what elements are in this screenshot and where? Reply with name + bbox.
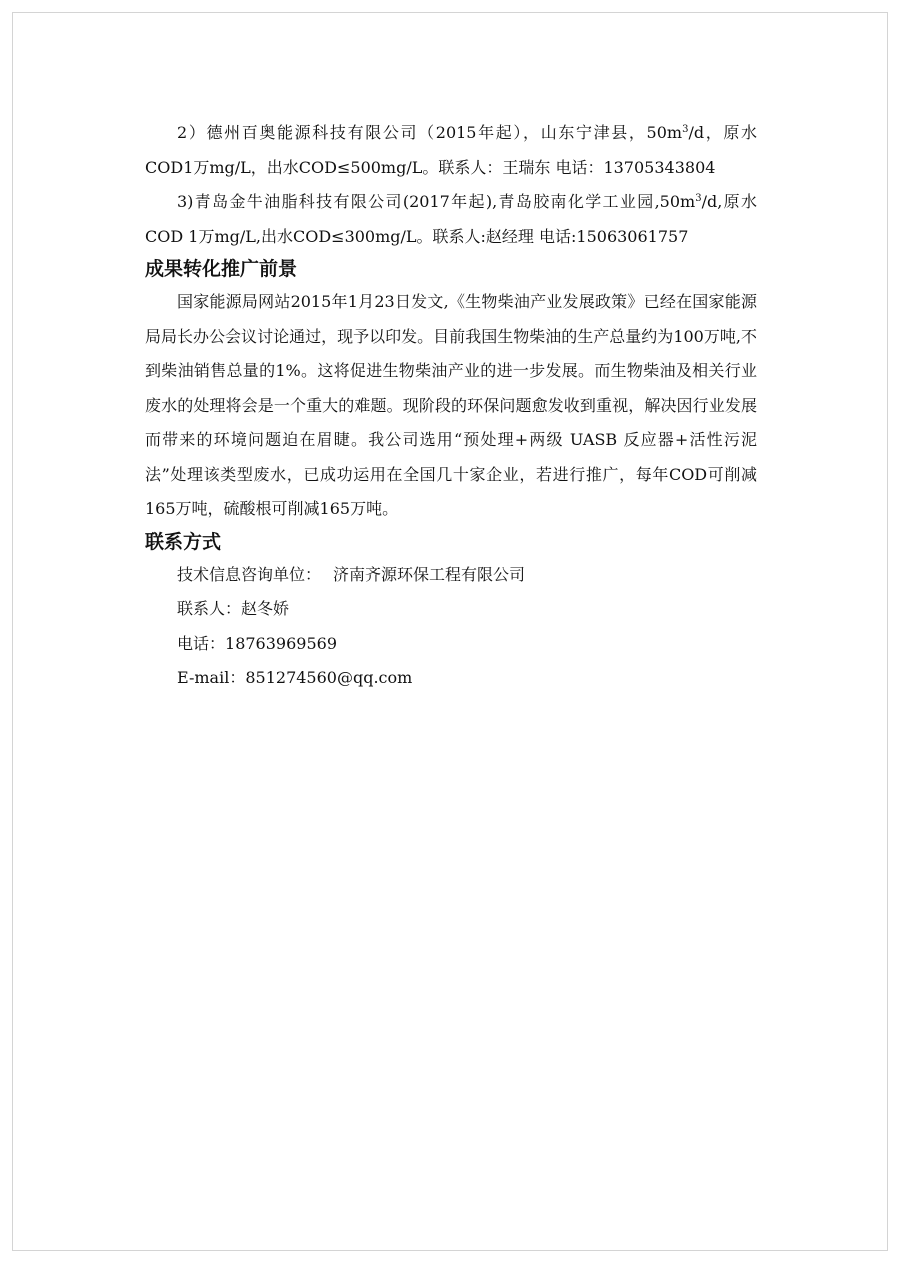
case-3-unit-superscript: 3 (695, 193, 702, 204)
contact-phone-label: 电话： (177, 633, 226, 653)
contact-unit-value: 济南齐源环保工程有限公司 (333, 564, 526, 584)
case-paragraph-2 (145, 116, 757, 185)
prospects-paragraph: 国家能源局网站2015年1月23日发文,《生物柴油产业发展政策》已经在国家能源局局长办公会议讨论通过，现予以印发。目前我国生物柴油的生产总量约为100万吨,不到柴油销售总量的1%。这将促进生物柴油产业的进一步发展。而生物柴油及相关行业废水的处理将会是一个重大的难题。现阶段的环保问题愈发收到重视，解决因行业发展而带来的环境问题迫在眉睫。我公司选用“预处理+两级 UASB 反应器+活性污泥法”处理该类型废水，已成功运用在全国几十家企业，若进行推广，每年COD可削减165万吨，硫酸根可削减165万吨。 (145, 292, 757, 518)
contact-email-label: E-mail： (177, 668, 246, 687)
contact-person-label: 联系人： (177, 599, 242, 618)
contact-email-value[interactable]: 851274560@qq.com (245, 668, 413, 687)
contact-heading: 联系方式 (145, 530, 222, 553)
contact-unit-label: 技术信息咨询单位： (177, 564, 322, 584)
contact-phone-value: 18763969569 (225, 633, 337, 653)
prospects-heading: 成果转化推广前景 (145, 258, 298, 280)
contact-person-value: 赵冬娇 (241, 599, 290, 618)
contact-person-line (145, 592, 757, 627)
case-3-text-rest: /d,原水COD 1万mg/L,出水COD≤300mg/L。联系人:赵经理 电话:15063061757 (145, 192, 757, 246)
document-body (145, 116, 757, 696)
case-paragraph-3 (145, 185, 757, 254)
contact-unit-line (145, 558, 757, 593)
contact-phone-line (145, 627, 757, 662)
case-3-text: 3)青岛金牛油脂科技有限公司(2017年起),青岛胶南化学工业园,50m (177, 192, 696, 211)
contact-email-line (145, 661, 757, 696)
case-2-text: 2）德州百奥能源科技有限公司（2015年起），山东宁津县，50m (177, 123, 683, 142)
case-2-text-rest: /d，原水COD1万mg/L，出水COD≤500mg/L。联系人：王瑞东 电话：13705343804 (145, 123, 757, 177)
case-2-unit-superscript: 3 (682, 124, 689, 135)
